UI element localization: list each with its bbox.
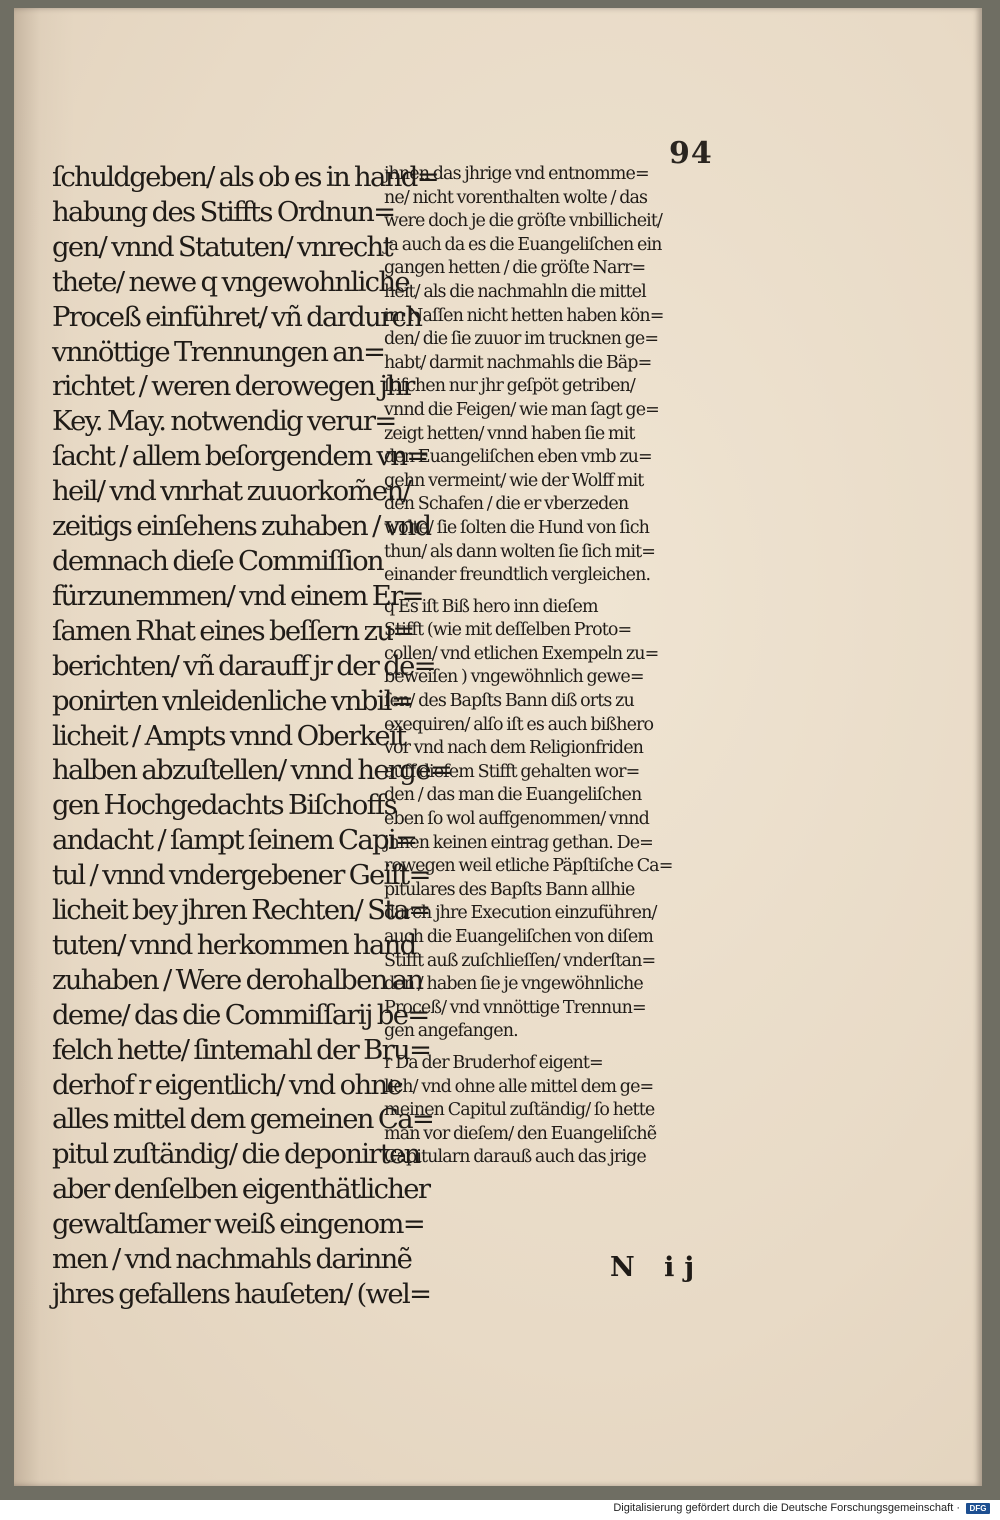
- left-column-line: habung des Stiffts Ordnun=: [52, 195, 395, 228]
- right-column-line: Proceß/ vnd vnnöttige Trennun=: [384, 997, 646, 1018]
- left-column-line: tuten/ vnnd herkommen hand: [52, 928, 416, 961]
- right-column-line: gehn vermeint/ wie der Wolff mit: [384, 470, 644, 491]
- left-column-line: andacht / ſampt ſeinem Capi=: [52, 824, 417, 857]
- left-column-line: tul / vnnd vndergebener Geiſt=: [52, 859, 430, 892]
- dfg-logo: DFG: [966, 1503, 990, 1514]
- left-column-line: gewaltſamer weiß eingenom=: [52, 1208, 425, 1241]
- right-column-line: im Naſſen nicht hetten haben kön=: [384, 305, 664, 326]
- left-column-line: ſchuldgeben/ als ob es in hand=: [52, 161, 438, 193]
- right-column-line: heit/ als die nachmahln die mittel: [384, 281, 646, 302]
- right-column-line: Stifft (wie mit deſſelben Proto=: [384, 620, 632, 641]
- right-column-line: thun/ als dann wolten ſie ſich mit=: [384, 541, 656, 562]
- left-column-line: richtet / weren derowegen jhr: [52, 370, 414, 403]
- right-column-line: gen angefangen.: [384, 1021, 518, 1042]
- right-column-line: Stifft auß zuſchlieſſen/ vnderſtan=: [384, 950, 656, 971]
- right-column-line: jhnen keinen eintrag gethan. De=: [384, 832, 653, 853]
- left-column-line: jhres gefallens hauſeten/ (wel=: [52, 1278, 431, 1310]
- left-column-line: licheit / Ampts vnnd Oberkeit: [52, 719, 406, 752]
- funding-notice: Digitalisierung gefördert durch die Deutsche Forschungsgemeinschaft ·: [613, 1502, 960, 1514]
- right-column-line: jhnen das jhrige vnd entnomme=: [384, 164, 649, 184]
- left-column-line: Key. May. notwendig verur=: [52, 405, 396, 438]
- left-column-line: gen Hochgedachts Biſchoffs: [52, 789, 396, 822]
- left-column-line: thete/ newe q vngewohnliche: [52, 265, 409, 298]
- right-column-line: den / das man die Euangeliſchen: [384, 785, 642, 806]
- right-column-line: ſtiſchen nur jhr geſpöt getriben/: [384, 376, 635, 397]
- right-column-line: den/ die ſie zuuor im trucknen ge=: [384, 329, 659, 350]
- page-number: 94: [669, 136, 713, 171]
- right-column-line: eben ſo wol auffgenommen/ vnnd: [384, 809, 649, 830]
- right-column-line: meinen Capitul zuſtändig/ ſo hette: [384, 1100, 655, 1121]
- left-column-line: demnach dieſe Commiſſion: [52, 544, 383, 577]
- left-column-line: ponirten vnleidenliche vnbil=: [52, 684, 413, 717]
- right-column-line: were doch je die gröſte vnbillicheit/: [384, 211, 662, 232]
- signature-mark: N ij: [610, 1252, 705, 1283]
- right-column-line: Capitularn darauß auch das jrige: [384, 1147, 646, 1168]
- left-column-line: licheit bey jhren Rechten/ Sta=: [52, 894, 430, 927]
- right-column-line: collen/ vnd etlichen Exempeln zu=: [384, 643, 659, 664]
- left-column-line: alles mittel dem gemeinen Ca=: [52, 1103, 434, 1136]
- left-column-line: pitul zuſtändig/ die deponirten: [52, 1138, 420, 1171]
- book-page: [14, 8, 982, 1486]
- right-column-line: zeigt hetten/ vnnd haben ſie mit: [384, 423, 635, 444]
- right-column-line: auch die Euangeliſchen von diſem: [384, 927, 653, 947]
- footer: [613, 1502, 990, 1514]
- right-column-line: wolte/ ſie ſolten die Hund von ſich: [384, 517, 649, 538]
- right-column-line: den Schafen / die er vberzeden: [384, 494, 629, 515]
- right-column-line: vnnd die Feigen/ wie man ſagt ge=: [384, 399, 659, 420]
- left-column-line: vnnöttige Trennungen an=: [52, 335, 385, 368]
- left-column-line: felch hette/ ſintemahl der Bru=: [52, 1033, 431, 1066]
- left-column-line: aber denſelben eigenthätlicher: [52, 1173, 430, 1206]
- right-column-line: durch jhre Execution einzuführen/: [384, 903, 657, 924]
- left-column-line: derhof r eigentlich/ vnd ohne: [52, 1068, 402, 1101]
- right-column-line: ſen/ des Bapſts Bann diß orts zu: [384, 691, 634, 712]
- right-column-line: lich/ vnd ohne alle mittel dem ge=: [384, 1076, 654, 1097]
- right-column-line: vor vnd nach dem Religionfriden: [384, 738, 644, 759]
- right-column-line: gangen hetten / die gröſte Narr=: [384, 258, 646, 279]
- right-column-line: auff dieſem Stifft gehalten wor=: [384, 761, 640, 782]
- right-column-line: ne/ nicht vorenthalten wolte / das: [384, 187, 648, 208]
- left-column-line: Proceß einführet/ vñ dardurch: [52, 300, 422, 333]
- left-column-line: fürzunemmen/ vnd einem Er=: [52, 579, 423, 612]
- right-column-line: den / haben ſie je vngewöhnliche: [384, 974, 643, 995]
- left-column-line: heil/ vnd vnrhat zuuorkom̃en/: [52, 475, 411, 508]
- right-column-line: den Euangeliſchen eben vmb zu=: [384, 447, 652, 468]
- left-column-line: halben abzuſtellen/ vnnd herge=: [52, 754, 452, 787]
- right-column-line: beweiſen ) vngewöhnlich gewe=: [384, 667, 644, 688]
- left-column-line: ſacht / allem beſorgendem vn=: [52, 440, 428, 473]
- right-column-line: q Es iſt Biß hero inn dieſem: [384, 596, 598, 617]
- right-column-line: man vor dieſem/ den Euangeliſchẽ: [384, 1123, 657, 1144]
- left-column-line: zeitigs einſehens zuhaben / vnd: [52, 510, 431, 543]
- left-column-line: gen/ vnnd Statuten/ vnrecht: [52, 230, 392, 263]
- right-column-line: r Da der Bruderhof eigent=: [384, 1052, 603, 1073]
- left-column-line: berichten/ vñ darauff jr der de=: [52, 649, 436, 682]
- right-column-line: einander freundtlich vergleichen.: [384, 565, 651, 586]
- right-column-line: ja auch da es die Euangeliſchen ein: [384, 234, 662, 255]
- left-column-line: deme/ das die Commiſſarij be=: [52, 998, 429, 1031]
- right-column-line: habt/ darmit nachmahls die Bäp=: [384, 352, 652, 373]
- left-column-line: zuhaben / Were derohalben an: [52, 963, 423, 996]
- left-column-line: men / vnd nachmahls darinnẽ: [52, 1243, 412, 1276]
- right-column: [384, 163, 744, 1170]
- right-column-line: pitulares des Bapſts Bann allhie: [384, 879, 635, 900]
- right-column-line: rowegen weil etliche Päpſtiſche Ca=: [384, 856, 673, 877]
- right-column-line: exequiren/ alſo iſt es auch bißhero: [384, 714, 654, 735]
- left-column-line: ſamen Rhat eines beſſern zu=: [52, 614, 414, 647]
